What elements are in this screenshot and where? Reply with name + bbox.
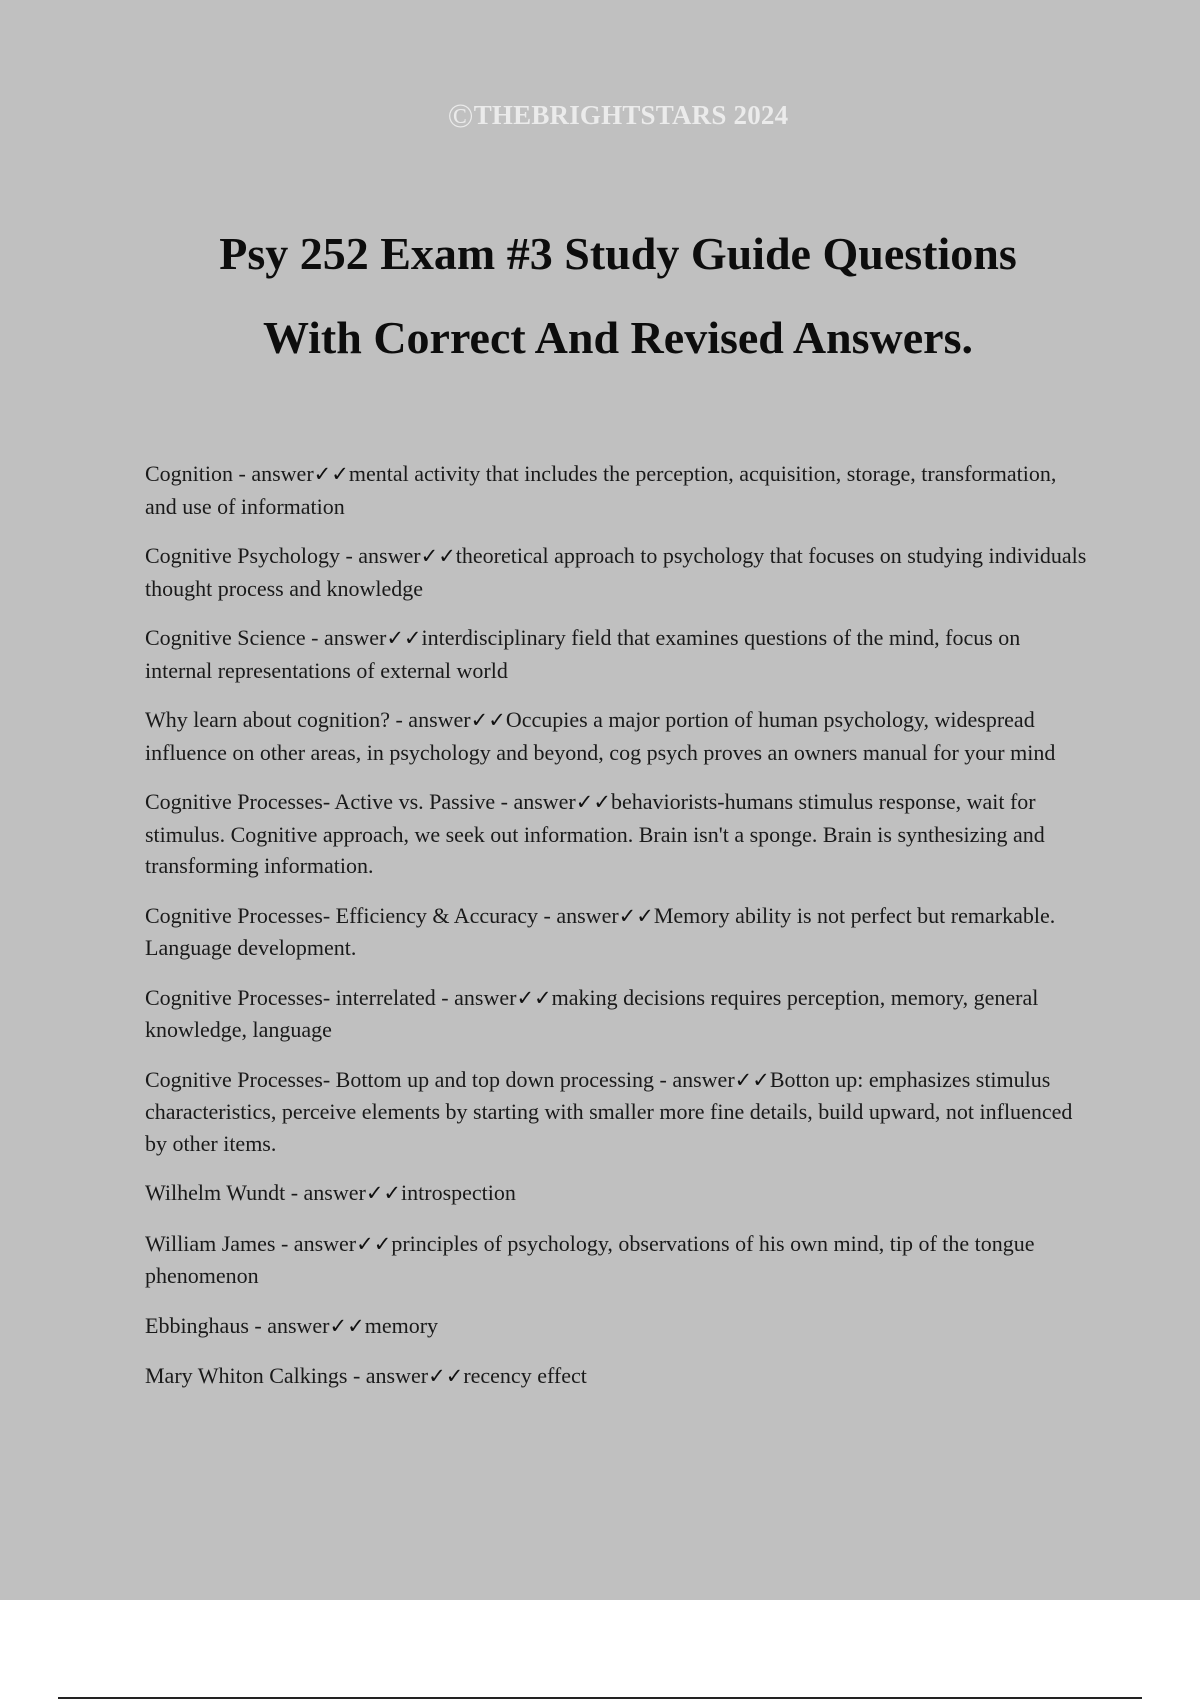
double-check-icon: ✓✓ <box>516 985 552 1010</box>
entry-active-passive <box>145 786 1090 882</box>
entry-definition: Occupies a major portion of human psychology, widespread influence on other areas, in psychology and beyond, cog psych proves an owners manual for your mind <box>145 707 1056 765</box>
double-check-icon: ✓✓ <box>356 1231 392 1256</box>
entry-definition: mental activity that includes the perception, acquisition, storage, transformation, and use of information <box>145 461 1057 519</box>
double-check-icon: ✓✓ <box>575 790 611 814</box>
double-check-icon: ✓✓ <box>618 903 654 928</box>
entry-definition: making decisions requires perception, memory, general knowledge, language <box>145 984 1039 1042</box>
title-line-1: Psy 252 Exam #3 Study Guide Questions <box>219 228 1017 279</box>
watermark-text: THEBRIGHTSTARS 2024 <box>473 100 789 130</box>
entry-definition: Memory ability is not perfect but remarkable. Language development. <box>145 902 1056 960</box>
study-entries <box>145 458 1090 1411</box>
entry-definition: Botton up: emphasizes stimulus characteristics, perceive elements by starting with smaller more fine details, build upward, not influenced by other items. <box>145 1066 1073 1156</box>
footer-divider <box>58 1697 1142 1699</box>
entry-mary-whiton-calkings <box>145 1360 1090 1393</box>
entry-definition: behaviorists-humans stimulus response, wait for stimulus. Cognitive approach, we seek out information. Brain isn't a sponge. Brain is synthesizing and transforming information. <box>145 789 1045 878</box>
entry-definition: theoretical approach to psychology that focuses on studying individuals thought process and knowledge <box>145 543 1087 601</box>
double-check-icon: ✓✓ <box>470 708 506 732</box>
double-check-icon: ✓✓ <box>329 1313 365 1338</box>
double-check-icon: ✓✓ <box>734 1067 770 1092</box>
entry-definition: introspection <box>401 1180 516 1205</box>
entry-why-learn <box>145 704 1090 768</box>
entry-term: William James - answer <box>145 1230 357 1256</box>
copyright-symbol: © <box>447 98 474 135</box>
entry-term: Cognitive Processes- Bottom up and top down processing - answer <box>145 1066 735 1092</box>
entry-term: Why learn about cognition? - answer <box>145 707 471 732</box>
entry-term: Cognition - answer <box>145 461 314 486</box>
entry-wilhelm-wundt <box>145 1177 1090 1210</box>
entry-interrelated <box>145 982 1090 1046</box>
entry-term: Cognitive Processes- Efficiency & Accuracy - answer <box>145 902 619 928</box>
entry-ebbinghaus <box>145 1310 1090 1343</box>
entry-efficiency-accuracy <box>145 900 1090 964</box>
entry-term: Cognitive Processes- Active vs. Passive - answer <box>145 789 576 814</box>
entry-term: Mary Whiton Calkings - answer <box>145 1363 429 1388</box>
entry-definition: principles of psychology, observations of his own mind, tip of the tongue phenomenon <box>145 1230 1035 1288</box>
double-check-icon: ✓✓ <box>428 1364 464 1388</box>
entry-bottom-up-top-down <box>145 1064 1090 1160</box>
entry-definition: recency effect <box>463 1363 587 1388</box>
double-check-icon: ✓✓ <box>365 1181 402 1205</box>
watermark <box>0 98 1200 136</box>
entry-term: Cognitive Psychology - answer <box>145 543 421 568</box>
double-check-icon: ✓✓ <box>386 626 422 650</box>
entry-william-james <box>145 1228 1090 1292</box>
entry-cognition <box>145 458 1090 522</box>
title-line-2: With Correct And Revised Answers. <box>262 312 973 363</box>
document-title <box>0 212 1200 380</box>
entry-term: Wilhelm Wundt - answer <box>145 1180 366 1205</box>
entry-cognitive-science <box>145 622 1090 686</box>
entry-term: Cognitive Processes- interrelated - answer <box>145 984 517 1010</box>
double-check-icon: ✓✓ <box>313 462 349 486</box>
entry-definition: interdisciplinary field that examines questions of the mind, focus on internal representations of external world <box>145 625 1021 683</box>
entry-definition: memory <box>364 1312 439 1338</box>
entry-cognitive-psychology <box>145 540 1090 604</box>
entry-term: Cognitive Science - answer <box>145 625 387 650</box>
double-check-icon: ✓✓ <box>420 544 456 568</box>
entry-term: Ebbinghaus - answer <box>145 1312 330 1338</box>
